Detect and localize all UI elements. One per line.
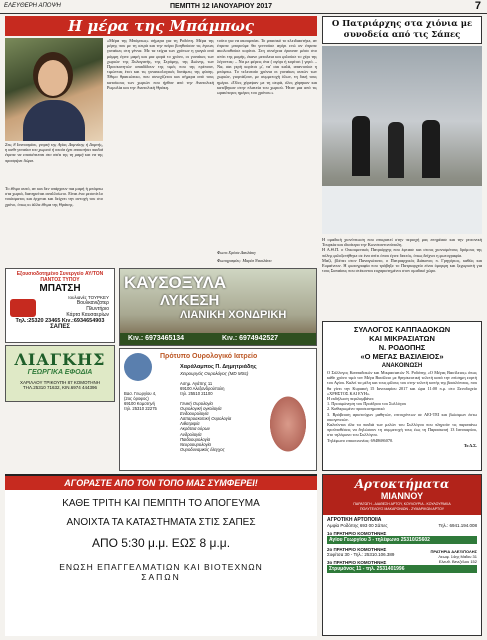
person-silhouette	[422, 120, 440, 178]
ad-firewood-title: ΚΑΥΣΟΞΥΛΑ	[124, 273, 227, 292]
ad-liakis-name: ΛΙΑΓΚΗΣ	[14, 350, 106, 369]
bakery-alex-title: ΠΡΑΤΗΡΙΑ ΑΛΕΞ/ΠΟΛΗΣ	[430, 549, 477, 554]
bakery-store-1-address: Αγίου Γεωργίου 3 - τηλέφωνο 25310/25602	[327, 536, 477, 544]
ad-urologist-left-address	[124, 391, 176, 411]
ad-batsis-line4: Κάρτα Καυσαερίων	[66, 312, 109, 318]
service-item: Νευροουρολογία	[180, 441, 211, 447]
bakery-address-text: Αμφία Ροδόπης 693 00 Σάπες	[327, 523, 388, 528]
service-item: Λαπαροσκοπική Ουρολογία	[180, 416, 232, 422]
association-title-3: Ν. ΡΟΔΟΠΗΣ	[378, 343, 426, 352]
shopping-line-3: ΑΠΟ 5:30 μ.μ. ΕΩΣ 8 μ.μ.	[91, 536, 231, 550]
clinic-logo-icon	[124, 353, 152, 381]
ad-firewood-line: ΛΥΚΕΣΗ	[160, 292, 220, 309]
shopping-line-2: ΑΝΟΙΧΤΑ ΤΑ ΚΑΤΑΣΤΗΜΑΤΑ ΣΤΙΣ ΣΑΠΕΣ	[66, 517, 256, 528]
ad-firewood-sub: ΛΙΑΝΙΚΗ ΧΟΝΔΡΙΚΗ	[180, 309, 287, 321]
service-item: Παιδοουρολογία	[180, 436, 211, 442]
ad-urologist-name: Χαράλαμπος Π. Δημητριάδης	[180, 364, 257, 370]
article-signature-1: Φωτο:Χρύσα Δαυλάκη	[217, 250, 256, 255]
ad-liakis-address: ΧΑΡΙΛΑΟΥ ΤΡΙΚΟΥΠΗ 87 ΚΟΜΟΤΗΝΗ	[20, 380, 100, 385]
ad-batsis-line2: Βουλκανιζατερ	[76, 300, 109, 306]
kidney-illustration-icon	[265, 389, 311, 459]
ad-liakis-phone: ΤΗΛ.25310 71632, ΚΙΝ.6974 444396	[22, 385, 98, 390]
ad-liakis	[5, 345, 115, 402]
association-title-4: «Ο ΜΕΓΑΣ ΒΑΣΙΛΕΙΟΣ»	[360, 352, 444, 361]
announcement-item: 1. Προσφώνηση του Προέδρου του Συλλόγου	[327, 401, 407, 407]
service-item: Λιθοτριψία	[180, 421, 200, 427]
address-line: τηλ. 25510 21100	[180, 391, 213, 397]
article2-photo	[322, 46, 482, 234]
association-title-1: ΣΥΛΛΟΓΟΣ ΚΑΠΠΑΔΟΚΩΝ	[353, 325, 451, 334]
announcement-phone: Τηλέφωνο επικοινωνίας: 6948686070.	[327, 437, 394, 443]
bakery-agro: ΑΓΡΟΤΙΚΗ ΑΡΤΟΠΟΙΙΑ	[327, 517, 382, 523]
bakery-store-3-label: 3ο ΠΡΑΤΗΡΙΟ ΚΟΜΟΤΗΝΗΣ	[327, 560, 387, 565]
ad-firewood-phone2: Κιν.: 6974942527	[222, 335, 279, 342]
ad-urologist-title: Πρότυπο Ουρολογικό Ιατρείο	[160, 353, 258, 360]
ad-batsis	[5, 268, 115, 343]
address-line: 69100 Κομοτηνή	[124, 401, 155, 407]
service-item: Ουρολογική ογκολογία	[180, 406, 222, 412]
car-icon	[10, 299, 36, 317]
address-line: 69100 Αλεξανδρούπολη	[180, 386, 225, 392]
ad-urologist	[119, 348, 317, 471]
ad-batsis-name: ΜΠΑΤΣΗ	[39, 283, 81, 294]
bakery-header	[323, 475, 481, 515]
bakery-title: Αρτοκτήματα	[354, 477, 450, 491]
article-column-2: τούτο για να ακουμπάει. Το μπασικό το κλειδιαστήκε, αν έπρεπε μπορούμε θα γεννούσε αγόρι ενώ αν έπρεπε ακολουθούσε κορίτσι. Στη συνέχεια έραιναν μέσα στο σπίτι της μαμής, έκανε μεταλεια και φιλούσε το χέρι της λέγοντας: – Να με φέρεις όνα ( αγόρι ή κορίτσι ) γερό. – Να, σαι γερή κορίτσι μ', να' σαι καλά, απαντούσε η μπάμπω. Το τελευταίο χρόνια οι γυναίκες αυτών των χωριών, γιορτάζουν, με συμμετοχή όλων, τη δική τους ημέρα. «Όλες χόρεψαν με τη σειρά, όλες χάρηκαν και κατέβηκαν στην πλατεία του χωριού. Ήταν μια από τις ωραιότερες ημέρες του χρόνου.»	[217, 38, 317, 96]
shopping-footer-1: ΕΝΩΣΗ ΕΠΑΓΓΕΛΜΑΤΙΩΝ ΚΑΙ ΒΙΟΤΕΧΝΩΝ	[59, 562, 263, 572]
bakery-store-2-label: 2ο ΠΡΑΤΗΡΙΟ ΚΟΜΟΤΗΝΗΣ	[327, 547, 387, 552]
bakery-store-2-address: Σοφίτσα 30 - Τηλ.: 25310.106.389	[327, 552, 395, 557]
announcement-item: 2. Καθιερωμένο προσκυνηματικό	[327, 406, 385, 412]
person-silhouette	[388, 122, 404, 178]
announcement-body-block	[323, 369, 481, 465]
announcement-item: 3. Βράβευση αριστούχων μαθητών, επιτυχόντων σε ΑΕΙ-ΤΕΙ και βιώσιμων έστω οικογενειών.	[327, 411, 477, 422]
ad-urologist-services	[180, 401, 260, 452]
photo-caption: Στις 8 Ιανουαρίου, γιορτή της Αγίας Δομνίκης ή Δομνής, η καθε γυναίκα του χωριού ή οποία έχει αποκτήσει παιδιά έτρεπε να επισκέπτεται στο σπίτι της τη μαμή και να της προσφέρει δώρα.	[5, 142, 103, 163]
address-line: Βασ. Γεωργίου 4,	[124, 391, 157, 396]
ad-batsis-line3: Πλυντήριο	[86, 306, 109, 312]
bakery-ad	[322, 474, 482, 636]
shopping-hours-ad	[5, 474, 317, 636]
article2-title: Ο Πατριάρχης στα χιόνια με συνοδεία από τις Σάπες	[322, 16, 482, 44]
bakery-alex-stores	[413, 549, 477, 564]
article-title: Η μέρα της Μπάμπως	[5, 16, 317, 36]
ad-urologist-spec: Χειρουργός Ουρολόγος (MD MSc)	[180, 371, 249, 376]
bakery-store-1-label: 1ο ΠΡΑΤΗΡΙΟ ΚΟΜΟΤΗΝΗΣ	[327, 531, 387, 536]
announcement-body: Ο Σύλλογος Καππαδοκών και Μικρασιατών Ν. Ροδόπης «Ο Μέγας Βασίλειος» όπως κάθε χρόνο τιμά τον Μέγα Βασίλειο με θρησκευτική τελετή κατά την επίσημη εορτή του Αγίου. Καλεί τα μέλη και τους φίλους του στην τελετή κοπής της βασιλόπιτας, που θα γίνει την Κυριακή 15 Ιανουαρίου 2017 και ώρα 11:00 π.μ. στο Ξενοδοχείο «ΧΡΗΣΤΟΣ ΚΑΙ ΕΥΗ».	[327, 370, 477, 396]
bakery-alex-line: Ελευθ. Βενιζέλου 152	[438, 559, 477, 564]
ad-liakis-sub: ΓΕΩΡΓΙΚΑ ΕΦΟΔΙΑ	[27, 369, 93, 376]
shopping-headline: ΑΓΟΡΑΣΤΕ ΑΠΟ ΤΟΝ ΤΟΠΟ ΜΑΣ ΣΥΜΦΕΡΕΙ!	[5, 476, 317, 490]
ad-batsis-line1: Ιουλιανές ΤΟΥΡΚΕΥ	[68, 295, 109, 300]
bakery-alex-line: Λεωφ. 14ης Μαΐου 31	[438, 554, 477, 559]
article2-body	[322, 237, 482, 319]
ad-batsis-subtitle: ΠΑΝΤΟΣ ΤΥΠΟΥ	[40, 277, 80, 283]
page-header	[0, 0, 487, 14]
ad-firewood	[119, 268, 317, 346]
ad-urologist-right-address	[180, 381, 250, 396]
person-body-shape	[23, 100, 85, 141]
service-item: Γενική Ουρολογία	[180, 401, 213, 406]
ad-batsis-place: ΣΑΠΕΣ	[50, 324, 70, 330]
article2-paragraph-2: Η Α.Θ.Π. ο Οικουμενικός Πατριάρχης που έφτασε και στους χιονισμένους δρόμους της πόλης φιλοξενήθηκε σε ένα σπίτι όπου έγινε δεκτός, όπως δείχνει η φωτογραφία.	[322, 247, 482, 258]
person-face-shape	[38, 60, 68, 96]
service-item: Ενδοουρολογία	[180, 411, 209, 417]
service-item: Ουροδυναμικός έλεγχος	[180, 446, 225, 452]
bakery-sub2: ΠΟΛΥΤΕΛΟΥΣ ΜΑΚΑΡΟΝΙΩΝ - ΖΥΜΑΡΙΚΩΝ ΑΡΤΟΥ	[359, 506, 445, 511]
association-title-2: ΚΑΙ ΜΙΚΡΑΣΙΑΤΩΝ	[369, 334, 435, 343]
announcement-closing: Καλούνται όλα τα παιδιά των μελών του Συλλόγου που πληρούν τις παραπάνω προϋποθέσεις να δηλώσουν τη συμμετοχή τους έως τη Παρασκευή 13 Ιανουαρίου, στο τηλέφωνο του Συλλόγου.	[327, 422, 477, 438]
article-photo	[5, 38, 103, 141]
ad-batsis-title: Εξουσιοδοτημένο Συνεργείο AY/TON	[16, 271, 104, 277]
article-signature-2: Φωτογραφίες: Μαρία Νικολάου	[217, 258, 272, 263]
service-item: Ακράτεια ούρων	[180, 426, 210, 432]
bakery-store-3-address: Στρυμόνος 11 - τηλ. 2531401996	[327, 565, 477, 573]
announcement-heading: ΑΝΑΚΟΙΝΩΣΗ	[381, 363, 423, 369]
article-column-1b: Το έθιμο αυτό, αν και δεν υπάρχουν πια μαμή ή μπάμπω στα χωριά, διατηρείται αναλλοίωτο. Είναι ένα μεσοτίτλο νοιάσματος και έρχεται και δείχνει την αντοχή του στο χρόνο, όπως κι άλλα έθιμα της Θράκης.	[5, 186, 103, 207]
service-item: Ανδρολογία	[180, 431, 202, 437]
shopping-footer-2: ΣΑΠΩΝ	[141, 572, 181, 582]
person-silhouette	[352, 116, 370, 176]
article2-paragraph-1: Η ομαδική χιονόπτωση που επικρατεί στην περιοχή μας επηρέασε και την γειτονική Τουρκία και ιδιαίτερα την Κωνσταντινούπολη.	[322, 237, 482, 248]
bakery-address-phone: Τηλ.: 6941.194.008	[438, 523, 477, 528]
page-number: 7	[474, 0, 481, 12]
address-line: (2ος όροφος)	[124, 396, 149, 402]
issue-date: ΠΕΜΠΤΗ 12 ΙΑΝΟΥΑΡΙΟΥ 2017	[170, 3, 273, 10]
ad-firewood-phone-bar	[120, 333, 316, 345]
snow-ground-shape	[322, 186, 482, 234]
association-announcement	[322, 321, 482, 471]
bakery-name: ΜΙΑΝΝΟΥ	[380, 491, 424, 501]
article-column-1: «Μέρα της Μπάμπως» σήμερα για τη Ροδόπη. Μέρα της μέρης που με τη σειρά και την πείρα βοηθούσαν τις έγκυες γυναίκες στη γέννα. Με τα τείχια των χρόνων η γιαγιά από μάμμη έγινε μαμή και μια φορά το χρόνο, οι γυναίκες των χωριών της Ξυλαγανής, της Στρύμης, της Διώνης, των Προσκυνητών απαιδίδουν της τιμές που της πρέπουν, τιμώντας έτσι και τις γυναικολογικές δυνάμεις της φύσης. Έθιμο θρακιώτικο, που συνεχίζεται και σήμερα από τους κατοίκους των χωριών που ήρθαν από την Ανατολική Ρωμυλία και την Ανατολική Θράκη.	[107, 38, 214, 90]
address-line: τηλ. 25310 22275	[124, 406, 157, 412]
announcement-list-title: Η εκδήλωση περιλαμβάνει:	[327, 396, 375, 402]
address-line: Ασημ. Αγάπης 11	[180, 381, 213, 386]
ad-batsis-phone: Τηλ.:25320 23465 Κιν.:6934654903	[15, 318, 105, 324]
article2-paragraph-3: Μαζί, βλέπει στον Παναγιώτατο, ο Πατριαρχικός Διάκονος π. Γρηγόριος, καθώς και Ευμαίνουν. Η φωτογραφία που τράβηξε το Πατριαρχείο είναι όμορφη και ξεχωριστή για τους Σαπαίους που στέκονται ευχαριστημένοι στον ομαδικό χώρο.	[322, 257, 482, 274]
shopping-line-1: ΚΑΘΕ ΤΡΙΤΗ ΚΑΙ ΠΕΜΠΤΗ ΤΟ ΑΠΟΓΕΥΜΑ	[62, 498, 260, 509]
announcement-sign: Το Δ.Σ.	[463, 442, 477, 448]
newspaper-name: ΕΛΕΥΘΕΡΗ ΑΠΟΨΗ	[4, 3, 61, 9]
bakery-sub: ΠΑΡΑΓΩΓΗ - ΔΙΑΘΕΣΗ ΑΡΤΟΥ, ΚΟΥΛΟΥΡΙΑ - ΚΟΥΛΟΥΡΑΚΙΑ	[353, 502, 451, 506]
ad-firewood-phone1: Κιν.: 6973465134	[128, 335, 185, 342]
